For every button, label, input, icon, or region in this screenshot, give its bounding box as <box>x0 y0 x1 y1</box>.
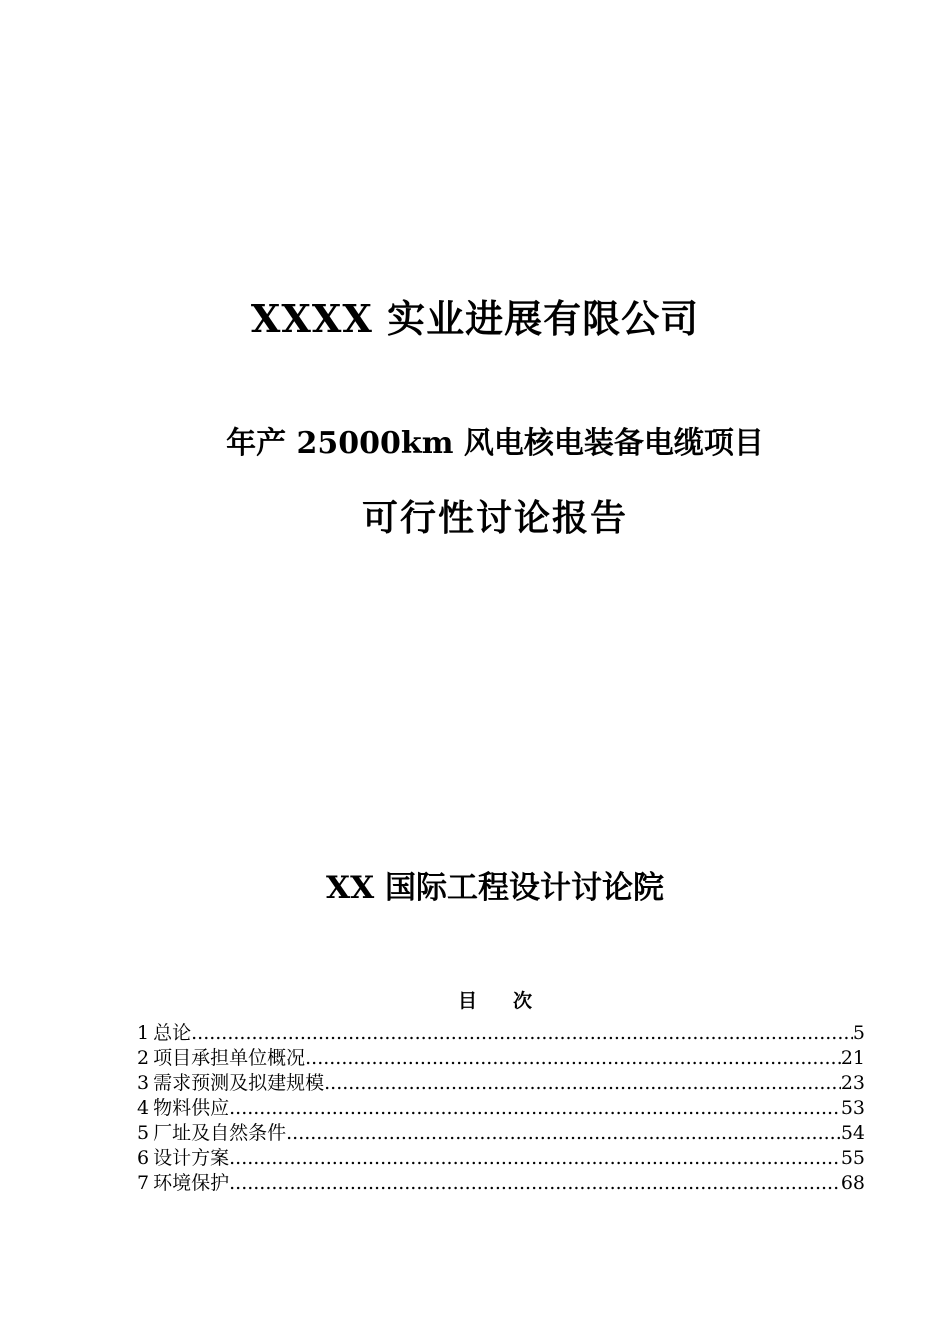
toc-entry[interactable] <box>137 1146 865 1171</box>
toc-leader-dots <box>229 1171 841 1196</box>
company-title: XXXX 实业进展有限公司 <box>250 296 700 341</box>
toc-entry-page: 68 <box>840 1172 865 1194</box>
toc-entry-title: 环境保护 <box>153 1172 230 1194</box>
toc-entry-title: 设计方案 <box>153 1147 230 1169</box>
toc-entry-title: 需求预测及拟建规模 <box>153 1072 325 1094</box>
toc-heading <box>0 986 950 1013</box>
toc-entry[interactable] <box>137 1071 865 1096</box>
toc-entry[interactable] <box>137 1096 865 1121</box>
toc-leader-dots <box>229 1146 841 1171</box>
toc-entry-number: 2 <box>137 1047 150 1069</box>
toc-entry-page: 55 <box>840 1147 865 1169</box>
toc-entry-page: 21 <box>840 1047 865 1069</box>
toc-leader-dots <box>191 1021 853 1046</box>
toc-heading-right: 次 <box>513 990 533 1012</box>
toc-entry-number: 1 <box>137 1022 150 1044</box>
toc-entry-number: 6 <box>137 1147 150 1169</box>
toc-entry-page: 5 <box>852 1022 865 1044</box>
toc-entry-title: 总论 <box>153 1022 192 1044</box>
toc-entry-page: 54 <box>840 1122 865 1144</box>
toc-entry-title: 项目承担单位概况 <box>153 1047 306 1069</box>
table-of-contents <box>137 1021 865 1196</box>
toc-entry-number: 7 <box>137 1172 150 1194</box>
toc-entry-number: 4 <box>137 1097 150 1119</box>
toc-entry-title: 厂址及自然条件 <box>153 1122 287 1144</box>
institute-name: XX 国际工程设计讨论院 <box>326 870 664 906</box>
toc-entry-page: 23 <box>840 1072 865 1094</box>
toc-entry-title: 物料供应 <box>153 1097 230 1119</box>
toc-entry[interactable] <box>137 1121 865 1146</box>
toc-entry-page: 53 <box>840 1097 865 1119</box>
project-title: 年产 25000km 风电核电装备电缆项目 <box>226 426 764 461</box>
toc-leader-dots <box>286 1121 841 1146</box>
toc-entry-number: 5 <box>137 1122 150 1144</box>
toc-leader-dots <box>229 1096 841 1121</box>
toc-entry[interactable] <box>137 1021 865 1046</box>
toc-heading-left: 目 <box>457 990 477 1012</box>
toc-leader-dots <box>305 1046 841 1071</box>
report-title: 可行性讨论报告 <box>361 497 628 539</box>
toc-entry[interactable] <box>137 1046 865 1071</box>
toc-entry-number: 3 <box>137 1072 150 1094</box>
toc-entry[interactable] <box>137 1171 865 1196</box>
toc-leader-dots <box>324 1071 841 1096</box>
